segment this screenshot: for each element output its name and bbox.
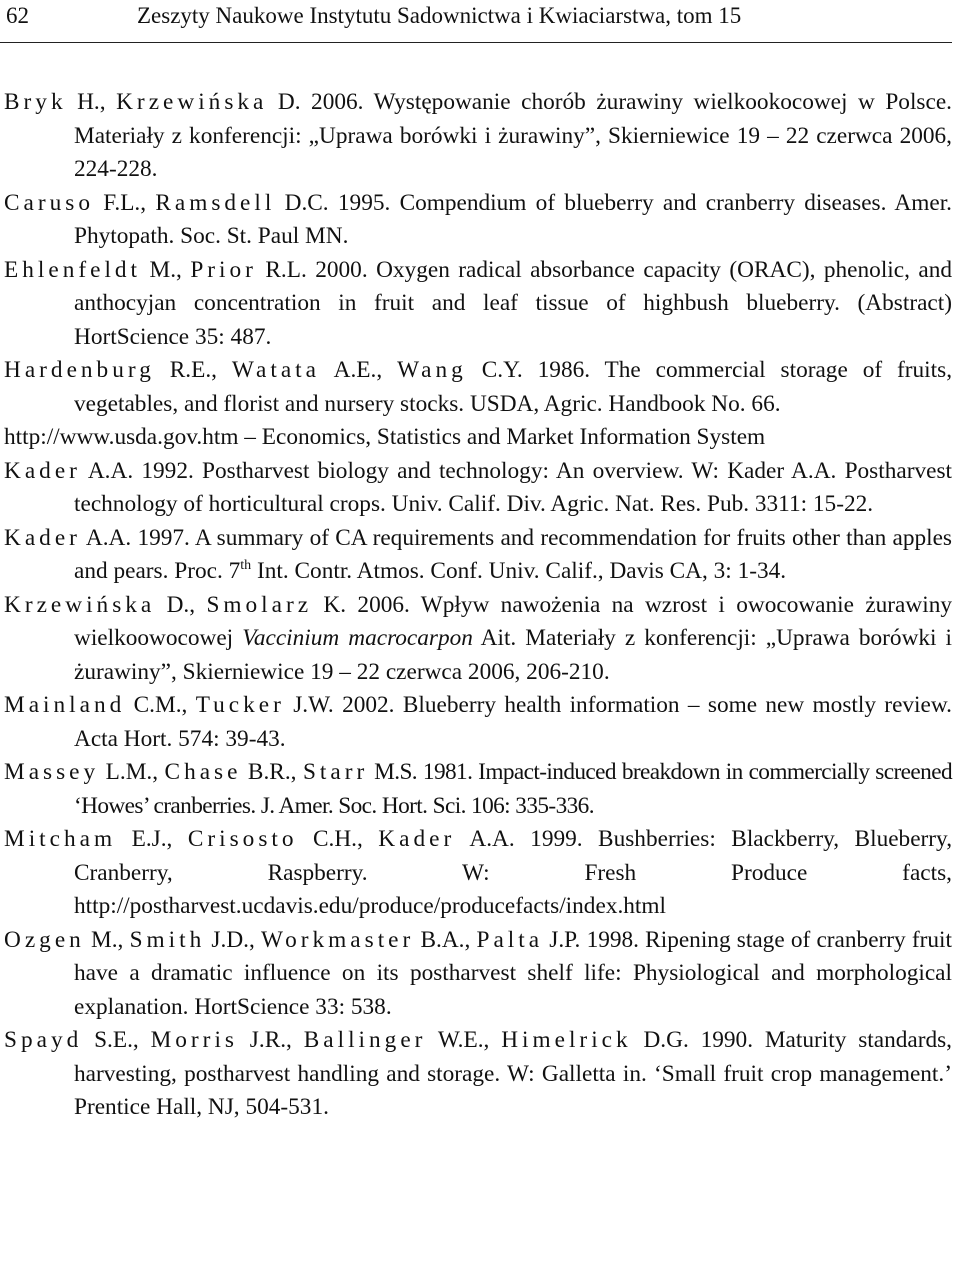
author-name: Spayd	[4, 1027, 83, 1053]
reference-text: D.G. 1990. Maturity standards, harvesting, postharvest handling and storage. W: Galletta in. ‘Small fruit crop management.’ Prentice Hall, NJ, 504-531.	[74, 1027, 953, 1120]
reference-text: J.W. 2002. Blueberry health information – some new mostly review. Acta Hort. 574: 39-43.	[74, 692, 953, 752]
author-name: Smith	[129, 926, 206, 953]
reference-entry	[4, 254, 952, 355]
reference-text: F.L.,	[94, 189, 156, 216]
author-name: Krzewińska	[4, 591, 156, 618]
reference-entry	[4, 455, 952, 522]
reference-text: H.,	[66, 89, 117, 115]
author-name: Krzewińska	[116, 89, 268, 115]
reference-text: J.P. 1998. Ripening stage of cranberry fruit have a dramatic influence on its postharvest shelf life: Physiological and morphological explanation. HortScience 33: 538.	[74, 926, 952, 1020]
reference-entry	[4, 86, 952, 187]
reference-entry	[4, 1024, 952, 1125]
author-name: Ramsdell	[155, 189, 276, 216]
author-name: Ballinger	[303, 1027, 427, 1053]
reference-text: C.H.,	[297, 826, 379, 852]
reference-entry	[4, 421, 952, 455]
author-name: Kader	[4, 457, 81, 484]
reference-text: R.L. 2000. Oxygen radical absorbance capacity (ORAC), phenolic, and anthocyjan concentration in fruit and leaf tissue of highbush blueberry. (Abstract) HortScience 35: 487.	[74, 256, 953, 350]
author-name: Mitcham	[4, 826, 117, 852]
reference-text: Ait. Materiały z konferencji: „Uprawa borówki i żurawiny”, Skierniewice 19 – 22 czerwca 2006, 206-210.	[74, 625, 953, 685]
running-header	[0, 0, 960, 46]
italic-text: Vaccinium macrocarpon	[242, 625, 473, 651]
author-name: Chase	[164, 759, 242, 785]
reference-text: A.A. 1992. Postharvest biology and technology: An overview. W: Kader A.A. Postharvest technology of horticultural crops. Univ. Calif. Div. Agric. Nat. Res. Pub. 3311: 15-22.	[74, 457, 952, 517]
reference-text: S.E.,	[82, 1027, 151, 1053]
reference-text: D. 2006. Występowanie chorób żurawiny wielkookocowej w Polsce. Materiały z konferencji: „Uprawa borówki i żurawiny”, Skierniewice 19 – 22 czerwca 2006, 224-228.	[74, 89, 953, 182]
reference-text: A.A. 1999. Bushberries: Blackberry, Blueberry, Cranberry, Raspberry. W: Fresh Produce facts, http://postharvest.ucdavis.edu/produce/producefacts/index.html	[74, 826, 953, 919]
author-name: Hardenburg	[4, 357, 155, 383]
reference-text: J.R.,	[237, 1027, 304, 1053]
author-name: Crisosto	[187, 826, 298, 852]
reference-entry	[4, 187, 952, 254]
reference-entry	[4, 522, 952, 589]
author-name: Mainland	[4, 692, 126, 718]
reference-text: J.D.,	[205, 926, 261, 953]
reference-text: A.A. 1997. A summary of CA requirements and recommendation for fruits other than apples and pears. Proc. 7	[74, 524, 952, 584]
author-name: Massey	[4, 759, 100, 785]
reference-text: E.J.,	[116, 826, 188, 852]
reference-text: L.M.,	[99, 759, 165, 785]
reference-text: D.,	[155, 591, 207, 618]
reference-text: B.R.,	[241, 759, 303, 785]
author-name: Tucker	[195, 692, 285, 718]
reference-text: C.M.,	[125, 692, 196, 718]
reference-entry	[4, 689, 952, 756]
superscript: th	[240, 558, 252, 574]
author-name: Kader	[4, 524, 81, 551]
author-name: Workmaster	[260, 926, 415, 953]
reference-entry	[4, 354, 952, 421]
reference-text: M.,	[84, 926, 130, 953]
author-name: Prior	[190, 256, 257, 283]
author-name: Bryk	[4, 89, 67, 115]
reference-list	[4, 86, 952, 1125]
author-name: Kader	[378, 826, 456, 852]
reference-text: Int. Contr. Atmos. Conf. Univ. Calif., Davis CA, 3: 1-34.	[251, 558, 787, 584]
author-name: Himelrick	[501, 1027, 632, 1053]
reference-entry	[4, 756, 952, 823]
reference-text: M.S. 1981. Impact-induced breakdown in commercially screened ‘Howes’ cranberries. J. Amer. Soc. Hort. Sci. 106: 335-336.	[74, 759, 952, 819]
journal-title: Zeszyty Naukowe Instytutu Sadownictwa i Kwiaciarstwa, tom 15	[137, 3, 742, 28]
reference-text: C.Y. 1986. The commercial storage of fruits, vegetables, and florist and nursery stocks. USDA, Agric. Handbook No. 66.	[74, 357, 953, 417]
author-name: Ehlenfeldt	[4, 256, 142, 283]
author-name: Watata	[231, 357, 320, 383]
author-name: Wang	[397, 357, 467, 383]
author-name: Starr	[302, 759, 369, 785]
reference-text: http://www.usda.gov.htm – Economics, Statistics and Market Information System	[4, 424, 766, 450]
author-name: Palta	[476, 926, 544, 953]
reference-entry	[4, 924, 952, 1025]
reference-text: A.E.,	[320, 357, 398, 383]
page-number: 62	[6, 3, 29, 28]
reference-entry	[4, 823, 952, 924]
author-name: Smolarz	[206, 591, 313, 618]
reference-text: D.C. 1995. Compendium of blueberry and cranberry diseases. Amer. Phytopath. Soc. St. Paul MN.	[74, 189, 952, 249]
author-name: Morris	[150, 1027, 238, 1053]
author-name: Caruso	[4, 189, 95, 216]
author-name: Ozgen	[4, 926, 85, 953]
reference-text: R.E.,	[154, 357, 232, 383]
reference-text: B.A.,	[414, 926, 477, 953]
reference-text: W.E.,	[426, 1027, 502, 1053]
header-rule	[0, 42, 952, 43]
reference-entry	[4, 589, 952, 690]
reference-text: M.,	[141, 256, 191, 283]
reference-text: K. 2006. Wpływ nawożenia na wzrost i owocowanie żurawiny wielkoowocowej	[74, 591, 952, 651]
